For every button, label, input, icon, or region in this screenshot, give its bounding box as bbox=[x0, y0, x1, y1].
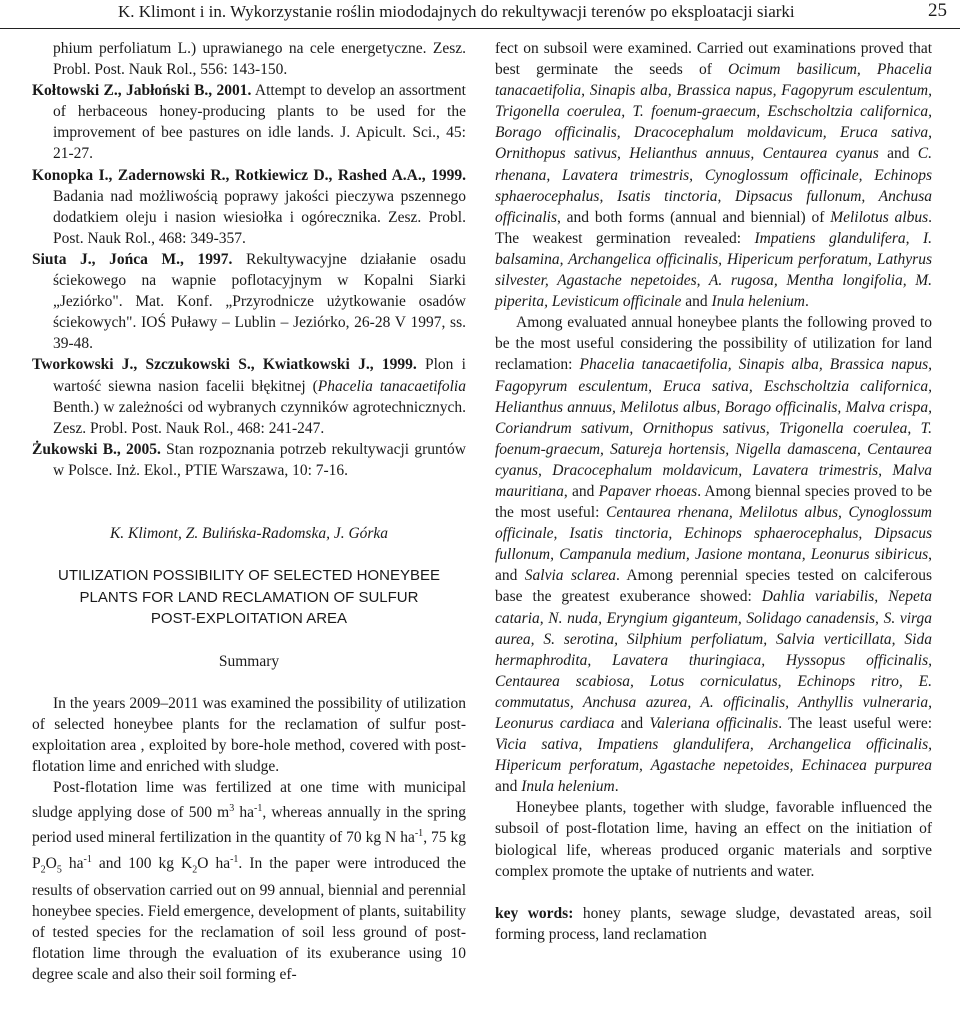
spacer bbox=[32, 481, 466, 523]
species-list: Vicia sativa, Impatiens glandulifera, Archangelica officinalis, Hipericum perforatum, Agastache nepetoides, Echinacea purpurea bbox=[495, 736, 932, 775]
reference-koltowski bbox=[32, 80, 466, 164]
spacer bbox=[32, 630, 466, 651]
text-run: . bbox=[614, 778, 619, 796]
summary-paragraph bbox=[32, 777, 466, 985]
species-list: Melilotus albus bbox=[830, 208, 929, 226]
running-header bbox=[0, 0, 960, 30]
text-run: , and bbox=[495, 546, 932, 585]
superscript: -1 bbox=[83, 853, 92, 865]
spacer bbox=[32, 544, 466, 565]
species-list: Salvia sclarea bbox=[524, 567, 616, 585]
reference-text: Badania nad możliwością poprawy jakości pieczywa pszennego dodatkiem oleju i nasion wiesiołka i ogórecznika. Zesz. Probl. Post. Nauk Rol., 468: 349-357. bbox=[53, 187, 466, 247]
reference-text: Stan rozpoznania potrzeb rekultywacji gruntów w Polsce. Inż. Ekol., PTIE Warszawa, 10: 7-16. bbox=[53, 440, 466, 479]
text-run: fect on subsoil were examined. Carried out examinations proved that best germinate the seeds of bbox=[495, 40, 932, 79]
title-line: POST-EXPLOITATION AREA bbox=[150, 610, 348, 628]
species-list: Ocimum basilicum, Phacelia tanacaetifolia, Sinapis alba, Brassica napus, Fagopyrum esculentum, Trigonella coerulea, T. foenum-graecum, Eschscholtzia californica, Borago officinalis, Dracocephalum moldavicum, Eruca sativa, Ornithopus sativus, Helianthus annuus, Centaurea cyanus bbox=[495, 61, 932, 163]
key-words-label: key words: bbox=[495, 904, 574, 922]
text-run: . Among biennal species proved to be the most useful: bbox=[495, 482, 932, 522]
text-run: and 100 kg K bbox=[91, 854, 193, 872]
reference-author: Kołtowski Z., Jabłoński B., 2001. bbox=[32, 82, 252, 100]
reference-author: Siuta J., Jońca M., 1997. bbox=[32, 250, 233, 268]
text-run: ha bbox=[234, 804, 255, 822]
reference-author: Konopka I., Zadernowski R., Rotkiewicz D., Rashed A.A., 1999. bbox=[32, 166, 466, 184]
species-list: Phacelia tanacaetifolia, Sinapis alba, Brassica napus, Fagopyrum esculentum, Eruca sativa, Eschscholtzia californica, Helianthus annuus, Melilotus albus, Borago officinalis, Malva crispa, Coriandrum sativum, Ornithopus sativus, Trigonella coerulea, T. foenum-graecum, Satureja hortensis, Nigella damascena, Centaurea cyanus, Dracocephalum moldavicum, Lavatera trimestris, Malva mauritiana bbox=[495, 356, 933, 500]
summary-paragraph bbox=[495, 38, 932, 312]
summary-title bbox=[32, 565, 466, 630]
text-run: , and both forms (annual and biennial) of bbox=[557, 208, 831, 226]
page-number: 25 bbox=[928, 0, 947, 21]
text-run: . Among perennial species tested on calciferous base the greatest exuberance showed: bbox=[495, 567, 932, 606]
reference-zukowski bbox=[32, 439, 466, 481]
text-run: and bbox=[495, 778, 522, 796]
text-run: and bbox=[614, 715, 650, 732]
running-title: K. Klimont i in. Wykorzystanie roślin miododajnych do rekultywacji terenów po eksploatacji siarki bbox=[118, 2, 795, 21]
summary-authors: K. Klimont, Z. Bulińska-Radomska, J. Górka bbox=[109, 524, 389, 542]
text-run: ha bbox=[61, 854, 84, 872]
text-run: . bbox=[804, 293, 809, 311]
text-run: , and bbox=[563, 482, 599, 500]
text-run: . The least useful were: bbox=[778, 715, 932, 732]
header-divider bbox=[0, 28, 960, 29]
subscript: 2 bbox=[192, 863, 198, 875]
text-run: , 75 kg P bbox=[32, 829, 466, 872]
reference-text: Benth.) w zależności od wybranych czynników agrotechnicznych. Zesz. Probl. Post. Nauk Rol., 468: 241-247. bbox=[53, 398, 466, 437]
superscript: -1 bbox=[414, 828, 424, 840]
spacer bbox=[32, 672, 466, 693]
text-run: and bbox=[681, 293, 712, 311]
title-line: UTILIZATION POSSIBILITY OF SELECTED HONEYBEE bbox=[57, 567, 441, 585]
species-list: Centaurea rhenana, Melilotus albus, Cynoglossum officinale, Isatis tinctoria, Echinops sphaerocephalus, Dipsacus fullonum, Campanula medium, Jasione montana, Leonurus sibiricus bbox=[495, 504, 932, 564]
text-run: O ha bbox=[197, 854, 231, 872]
text-run: , whereas annually in the spring period used mineral fertilization in the quantity of 70 kg N ha bbox=[32, 804, 467, 847]
reference-konopka bbox=[32, 165, 466, 249]
species-list: Inula helenium bbox=[521, 778, 615, 796]
reference-text: phium perfoliatum L.) uprawianego na cele energetyczne. Zesz. Probl. Post. Nauk Rol., 556: 143-150. bbox=[53, 40, 466, 79]
left-column bbox=[32, 38, 466, 985]
superscript: -1 bbox=[230, 853, 239, 865]
species-list: Valeriana officinalis bbox=[649, 715, 779, 732]
species-list: Inula helenium bbox=[711, 293, 805, 311]
species-list: C. rhenana, Lavatera trimestris, Cynoglossum officinale, Echinops sphaerocephalus, Isatis tinctoria, Dipsacus fullonum, Anchusa officinalis bbox=[495, 145, 932, 226]
species-list: Impatiens glandulifera, I. balsamina, Archangelica officinalis, Hipericum perforatum, Lathyrus silvester, Agastache nepetoides, A. rugosa, Mentha longifolia, M. piperita, Levisticum officinale bbox=[495, 229, 932, 311]
text-run: Post-flotation lime was fertilized at one time with municipal sludge applying dose of 500 m bbox=[32, 779, 466, 822]
spacer bbox=[495, 882, 932, 903]
reference-species: Phacelia tanacaetifolia bbox=[317, 377, 466, 395]
key-words bbox=[495, 903, 932, 945]
summary-paragraph: In the years 2009–2011 was examined the possibility of utilization of selected honeybee plants for the reclamation of sulfur post-exploitation area , exploited by bore-hole method, covered with post-flotation lime and enriched with sludge. bbox=[32, 694, 466, 775]
text-run: . In the paper were introduced the results of observation carried out on 99 annual, biennial and perennial honeybee species. Field emergence, development of plants, suitability of tested species for the reclamation of soil less ground of post-flotation lime through the evaluation of its exuberance using 10 degree scale and also their soil forming ef- bbox=[32, 854, 467, 984]
right-column bbox=[495, 38, 932, 945]
superscript: 3 bbox=[229, 803, 235, 815]
text-run: O bbox=[45, 854, 57, 872]
reference-text: Rekultywacyjne działanie osadu ściekowego na wapnie poflotacyjnym w Kopalni Siarki „Jeziórko". Mat. Konf. „Przyrodnicze użytkowanie osadów ściekowych". IOŚ Puławy – Lublin – Jeziórko, 26-28 V 1997, ss. 39-48. bbox=[53, 250, 466, 353]
reference-siuta bbox=[32, 249, 466, 354]
title-line: PLANTS FOR LAND RECLAMATION OF SULFUR bbox=[79, 588, 419, 606]
summary-paragraph bbox=[495, 312, 932, 797]
summary-heading: Summary bbox=[218, 652, 280, 670]
text-run: Among evaluated annual honeybee plants the following proved to be the most useful considering the possibility of utilization for land reclamation: bbox=[495, 314, 932, 374]
key-words-text: honey plants, sewage sludge, devastated areas, soil forming process, land reclamation bbox=[495, 904, 932, 943]
text-run: . The weakest germination revealed: bbox=[495, 208, 932, 247]
reference-continued bbox=[32, 38, 466, 80]
species-list: Papaver rhoeas bbox=[598, 482, 698, 500]
text-run: and bbox=[878, 145, 918, 163]
reference-text: Plon i wartość siewna nasion facelii błękitnej ( bbox=[53, 356, 466, 395]
subscript: 2 bbox=[40, 863, 46, 875]
reference-author: Tworkowski J., Szczukowski S., Kwiatkowski J., 1999. bbox=[32, 356, 417, 374]
reference-author: Żukowski B., 2005. bbox=[32, 440, 161, 458]
summary-paragraph: Honeybee plants, together with sludge, favorable influenced the subsoil of post-flotation lime, having an effect on the initiation of biological life, whereas produced organic materials and sorptive complex promote the uptake of nutrients and water. bbox=[495, 799, 932, 880]
subscript: 5 bbox=[56, 863, 62, 875]
superscript: -1 bbox=[254, 803, 263, 815]
reference-tworkowski bbox=[32, 354, 466, 438]
species-list: Dahlia variabilis, Nepeta cataria, N. nuda, Eryngium giganteum, Solidago canadensis, S. virga aurea, S. serotina, Silphium perfoliatum, Salvia verticillata, Sida hermaphrodita, Lavatera thuringiaca, Hyssopus officinalis, Centaurea scabiosa, Lotus corniculatus, Echinops ritro, E. commutatus, Anchusa azurea, A. officinalis, Anthyllis vulneraria, Leonurus cardiaca bbox=[495, 588, 932, 732]
reference-text: Attempt to develop an assortment of herbaceous honey-producing plants to be used for the improvement of bee pastures on idle lands. J. Apicult. Sci., 45: 21-27. bbox=[53, 82, 466, 163]
